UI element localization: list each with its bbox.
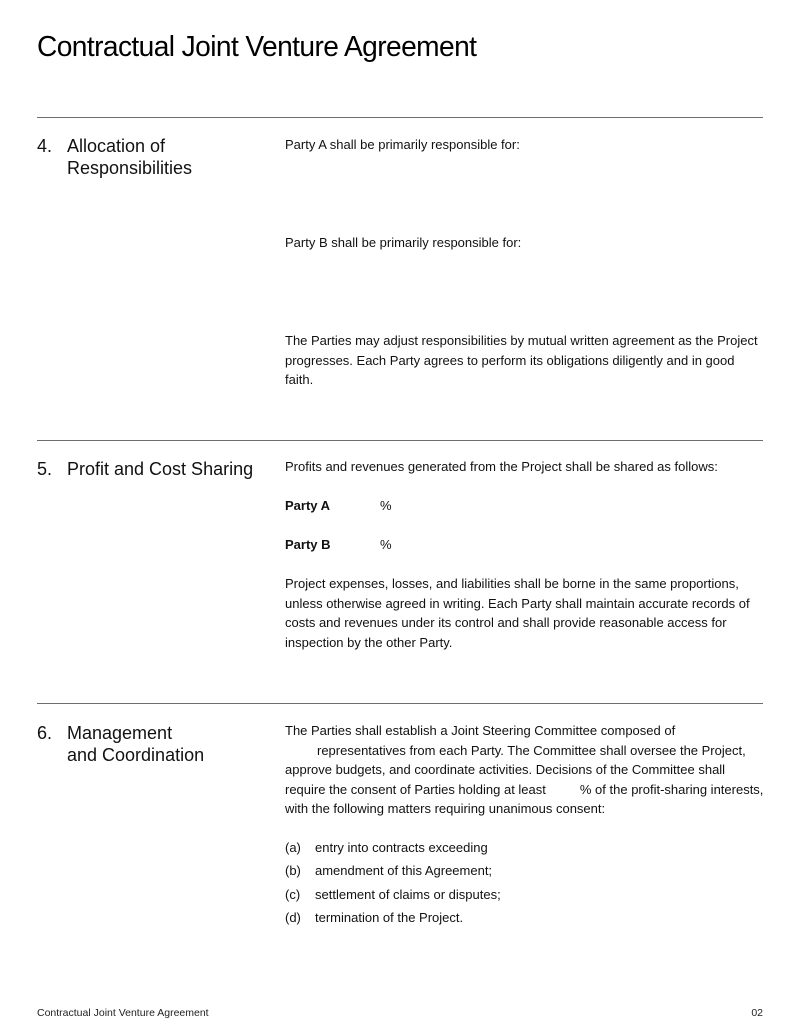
list-marker: (c) [285, 887, 301, 902]
share-unit: % [380, 498, 392, 513]
party-b-responsibilities-intro: Party B shall be primarily responsible for: [285, 235, 522, 250]
section-title-line-2: and Coordination [67, 745, 205, 765]
section-number: 6. [37, 723, 53, 743]
paragraph-part-1: The Parties shall establish a Joint Steering Committee composed of [285, 723, 676, 738]
section-divider [37, 117, 763, 118]
list-marker: (b) [285, 863, 301, 878]
section-divider [37, 703, 763, 704]
paragraph-part-3: % of the profit-sharing interests, with the following matters requiring unanimous consent: [285, 781, 764, 817]
steering-committee-paragraph [285, 721, 765, 819]
paragraph-part-2: representatives from each Party. The Committee shall oversee the Project, approve budgets, and coordinate activities. Decisions of the Committee shall require the consent of Parties holding at least [285, 742, 746, 797]
section-title-line-1: Management [67, 723, 173, 743]
section-title: Profit and Cost Sharing [67, 459, 254, 479]
profit-sharing-intro: Profits and revenues generated from the Project shall be shared as follows: [285, 459, 718, 474]
section-5-heading [37, 458, 267, 480]
share-unit: % [380, 537, 392, 552]
party-label: Party B [285, 537, 331, 552]
section-6-heading [37, 722, 267, 766]
party-a-responsibilities-intro: Party A shall be primarily responsible for: [285, 137, 520, 152]
list-marker: (d) [285, 910, 301, 925]
section-number: 4. [37, 136, 53, 156]
page-title: Contractual Joint Venture Agreement [37, 31, 477, 63]
section-title: Allocation of Responsibilities [67, 136, 193, 178]
party-b-share-row [285, 536, 392, 554]
footer-page-number: 02 [751, 1007, 763, 1019]
section-title [67, 722, 267, 766]
responsibilities-closing-paragraph: The Parties may adjust responsibilities by mutual written agreement as the Project progresses. Each Party agrees to perform its obligations diligently and in good faith. [285, 333, 758, 388]
section-divider [37, 440, 763, 441]
unanimous-matter-item [285, 909, 463, 927]
footer-document-title: Contractual Joint Venture Agreement [37, 1007, 209, 1019]
section-4-heading [37, 135, 247, 179]
party-label: Party A [285, 498, 331, 513]
list-text: settlement of claims or disputes; [315, 887, 501, 902]
party-a-share-row [285, 497, 392, 515]
list-text: termination of the Project. [315, 910, 464, 925]
cost-sharing-paragraph: Project expenses, losses, and liabilities shall be borne in the same proportions, unless otherwise agreed in writing. Each Party shall maintain accurate records of costs and revenues under its control and shall provide reasonable access for inspection by the other Party. [285, 576, 750, 650]
unanimous-matter-item [285, 862, 492, 880]
section-number: 5. [37, 459, 53, 479]
unanimous-matter-item [285, 886, 501, 904]
list-text: entry into contracts exceeding [315, 840, 488, 855]
list-text: amendment of this Agreement; [315, 863, 493, 878]
unanimous-matter-item [285, 839, 488, 857]
list-marker: (a) [285, 840, 301, 855]
